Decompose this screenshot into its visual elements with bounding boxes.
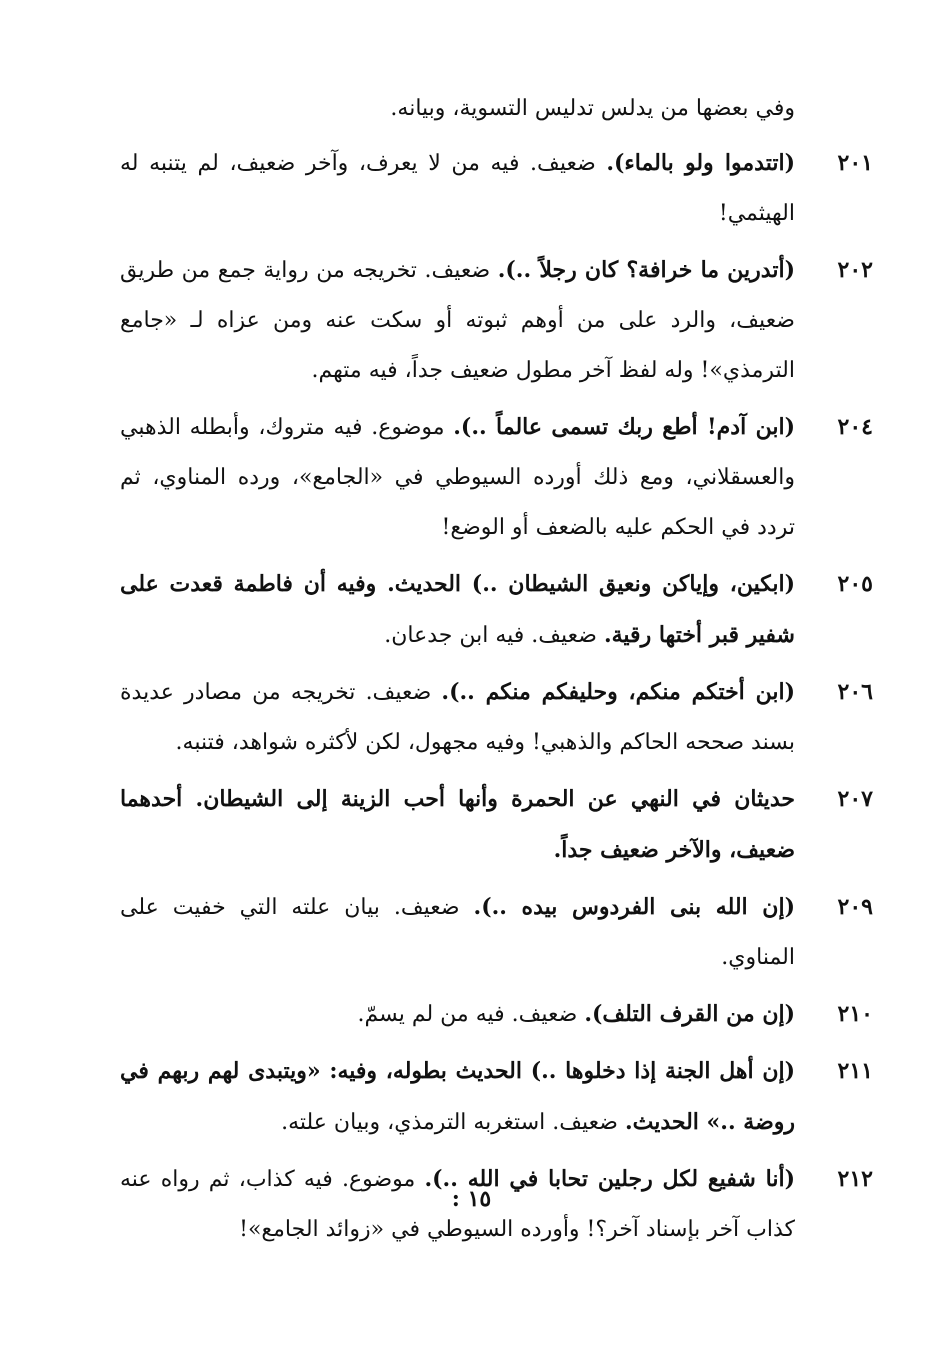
entry-title: (إن الله بنى الفردوس بيده ..). [473,894,795,920]
list-item [120,402,873,553]
list-item [120,138,873,239]
list-item [120,667,873,768]
page-number: ١٥ : [451,1186,492,1212]
list-item [120,882,873,983]
entry-text [120,402,795,553]
entry-text [120,559,795,661]
entry-number: ٢١٢ [837,1166,873,1192]
entry-text [120,245,795,396]
entry-number: ٢٠٩ [837,894,873,920]
entry-verdict: ضعيف. فيه من لا يعرف، وآخر ضعيف، لم يتنبه له الهيثمي! [120,151,795,226]
list-item [120,774,873,876]
entry-verdict: موضوع. فيه كذاب، ثم رواه عنه كذاب آخر بإسناد آخر؟! وأورده السيوطي في «زوائد الجامع»! [120,1167,795,1242]
entry-title: (أنا شفيع لكل رجلين تحابا في الله ..). [424,1166,795,1192]
entry-text [120,667,795,768]
entry-text [120,1046,795,1148]
list-item [120,245,873,396]
entry-title: (إن من القرف التلف). [584,1001,795,1027]
entry-text [120,774,795,876]
list-item [120,1046,873,1148]
entry-verdict: موضوع. فيه متروك، وأبطله الذهبي والعسقلاني، ومع ذلك أورده السيوطي في «الجامع»، ورده المناوي، ثم تردد في الحكم عليه بالضعف أو الوضع! [120,415,795,540]
entry-number: ٢١١ [837,1058,873,1084]
list-item [120,559,873,661]
entry-verdict: ضعيف. تخريجه من رواية جمع من طريق ضعيف، والرد على من أوهم ثبوته أو سكت عنه ومن عزاه لـ «جامع الترمذي»! وله لفظ آخر مطول ضعيف جداً، فيه متهم. [120,258,795,383]
entry-number: ٢٠٥ [837,571,873,597]
entry-number: ٢٠٢ [837,257,873,283]
entry-verdict: ضعيف. استغربه الترمذي، وبيان علته. [281,1110,625,1135]
entries-list [120,138,873,1255]
entry-verdict: ضعيف. بيان علته التي خفيت على المناوي. [120,895,795,970]
entry-number: ٢٠٧ [837,786,873,812]
entry-title: (اتتدموا ولو بالماء). [606,150,795,176]
list-item [120,989,873,1040]
entry-title: (إن أهل الجنة إذا دخلوها ..) الحديث بطوله، وفيه: «ويتبدى لهم ربهم في روضة ..» الحديث. [120,1058,795,1135]
entry-number: ٢٠٤ [837,414,873,440]
entry-title: (ابن أختكم منكم، وحليفكم منكم ..). [441,679,796,705]
entry-number: ٢١٠ [837,1001,873,1027]
entry-title: (ابن آدم! أطع ربك تسمى عالماً ..). [453,414,795,440]
entry-text [120,989,795,1040]
entry-verdict: ضعيف. فيه من لم يسمّ. [357,1002,585,1027]
entry-number: ٢٠٦ [837,679,873,705]
entry-verdict: ضعيف. فيه ابن جدعان. [384,623,604,648]
entry-verdict: ضعيف. تخريجه من مصادر عديدة بسند صححه الحاكم والذهبي! وفيه مجهول، لكن لأكثره شواهد، فتنبه. [120,680,795,755]
entry-number: ٢٠١ [837,150,873,176]
entry-title: (أتدرين ما خرافة؟ كان رجلاً ..). [497,257,795,283]
entry-text [120,138,795,239]
entry-title: حديثان في النهي عن الحمرة وأنها أحب الزينة إلى الشيطان. أحدهما ضعيف، والآخر ضعيف جداً. [120,786,795,863]
entry-title: (ابكين، وإياكن ونعيق الشيطان ..) الحديث. وفيه أن فاطمة قعدت على شفير قبر أختها رقية. [120,571,795,648]
continuation-line: وفي بعضها من يدلس تدليس التسوية، وبيانه. [390,96,795,121]
entry-text [120,882,795,983]
